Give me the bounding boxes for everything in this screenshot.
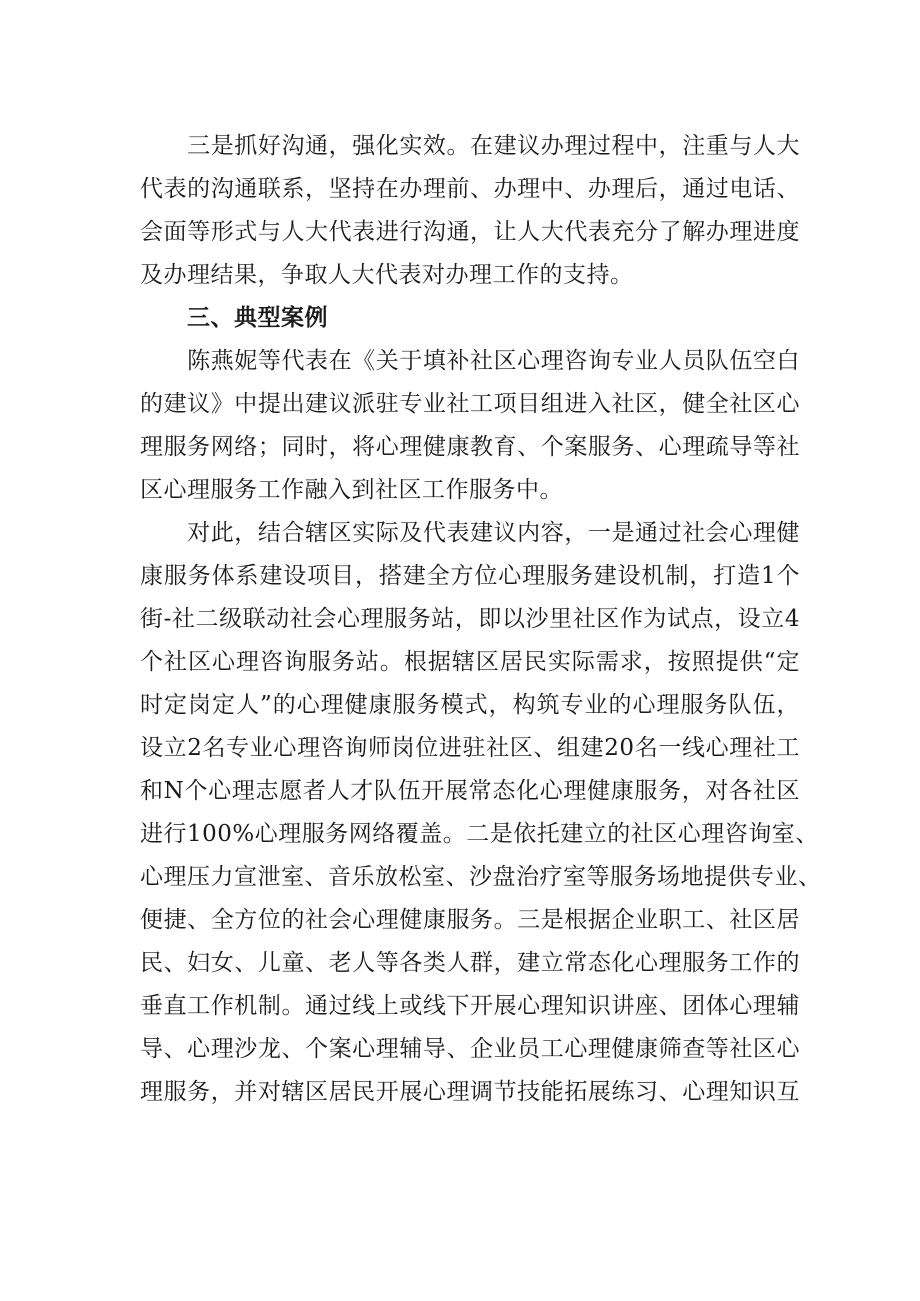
body-line: 的建议》中提出建议派驻专业社工项目组进入社区，健全社区心 <box>140 391 800 417</box>
body-line: 三是抓好沟通，强化实效。在建议办理过程中，注重与人大 <box>140 133 800 159</box>
body-line: 便捷、全方位的社会心理健康服务。三是根据企业职工、社区居 <box>140 907 800 933</box>
body-line: 垂直工作机制。通过线上或线下开展心理知识讲座、团体心理辅 <box>140 993 800 1019</box>
section-heading: 三、典型案例 <box>140 305 328 331</box>
body-line: 和N个心理志愿者人才队伍开展常态化心理健康服务，对各社区 <box>140 778 800 804</box>
body-line: 街-社二级联动社会心理服务站，即以沙里社区作为试点，设立4 <box>140 606 800 632</box>
body-line: 时定岗定人”的心理健康服务模式，构筑专业的心理服务队伍， <box>140 692 800 718</box>
body-line: 康服务体系建设项目，搭建全方位心理服务建设机制，打造1个 <box>140 563 800 589</box>
body-line: 陈燕妮等代表在《关于填补社区心理咨询专业人员队伍空白 <box>140 348 800 374</box>
body-line: 理服务网络；同时，将心理健康教育、个案服务、心理疏导等社 <box>140 434 800 460</box>
body-line: 会面等形式与人大代表进行沟通，让人大代表充分了解办理进度 <box>140 219 800 245</box>
body-line: 区心理服务工作融入到社区工作服务中。 <box>140 477 563 503</box>
body-line: 民、妇女、儿童、老人等各类人群，建立常态化心理服务工作的 <box>140 950 800 976</box>
body-line: 心理压力宣泄室、音乐放松室、沙盘治疗室等服务场地提供专业、 <box>140 864 822 890</box>
body-line: 设立2名专业心理咨询师岗位进驻社区、组建20名一线心理社工 <box>140 735 800 761</box>
body-line: 对此，结合辖区实际及代表建议内容，一是通过社会心理健 <box>140 520 800 546</box>
body-line: 及办理结果，争取人大代表对办理工作的支持。 <box>140 262 634 288</box>
body-line: 代表的沟通联系，坚持在办理前、办理中、办理后，通过电话、 <box>140 176 800 202</box>
body-line: 个社区心理咨询服务站。根据辖区居民实际需求，按照提供“定 <box>140 649 800 675</box>
body-line: 进行100%心理服务网络覆盖。二是依托建立的社区心理咨询室、 <box>140 821 819 847</box>
body-line: 导、心理沙龙、个案心理辅导、企业员工心理健康筛查等社区心 <box>140 1036 800 1062</box>
body-line: 理服务，并对辖区居民开展心理调节技能拓展练习、心理知识互 <box>140 1079 800 1105</box>
